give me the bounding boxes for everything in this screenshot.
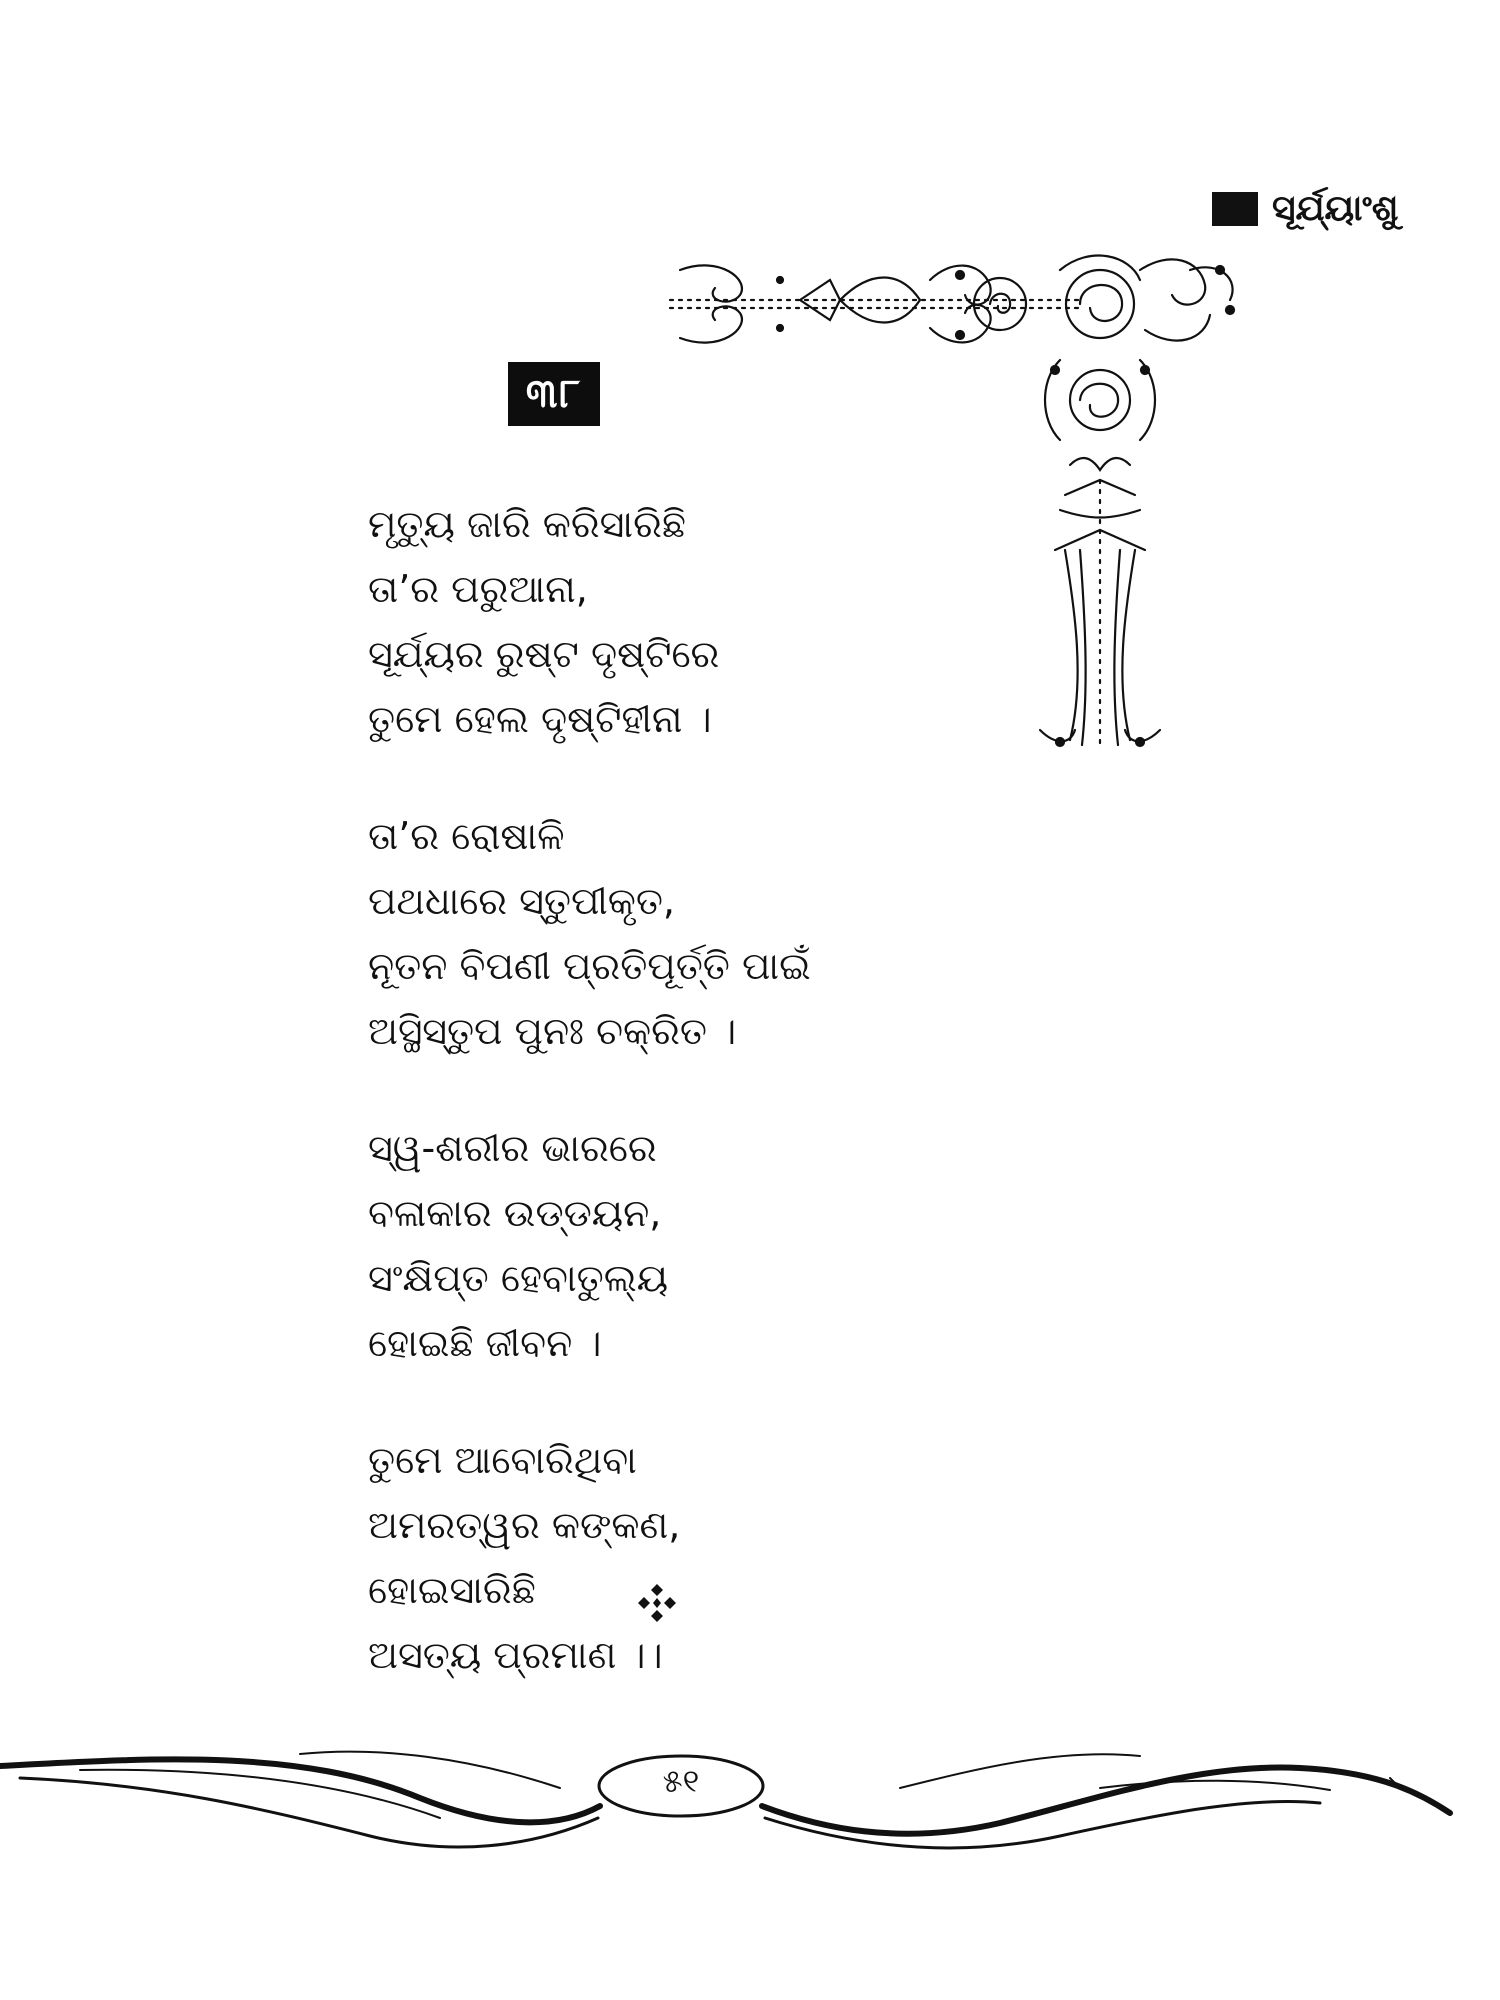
poem-line: ସୂର୍ଯ୍ୟର ରୁଷ୍ଟ ଦୃଷ୍ଟିରେ (368, 632, 720, 676)
poem-line: ଅସତ୍ୟ ପ୍ରମାଣ ।। (368, 1633, 663, 1677)
poem-line: ତା’ର ପରୁଆନା, (368, 567, 588, 611)
page-number: ୫୧ (662, 1762, 700, 1800)
poem-number-badge: ୩୮ (508, 362, 600, 426)
stanza (368, 804, 1068, 1064)
stanza (368, 1428, 1068, 1688)
poem-line: ନୂତନ ବିପଣୀ ପ୍ରତିପୂର୍ତ୍ତି ପାଇଁ (368, 944, 811, 988)
poem-line: ହୋଇସାରିଛି (368, 1568, 536, 1612)
header-square-icon (1212, 192, 1258, 226)
poem-line: ସ୍ୱ-ଶରୀର ଭାରରେ (368, 1126, 657, 1170)
poem-line: ଅସ୍ଥିସ୍ତୁପ ପୁନଃ ଚକ୍ରିତ । (368, 1009, 737, 1053)
poem-line: ମୃତ୍ୟୁ ଜାରି କରିସାରିଛି (368, 502, 686, 546)
poem-line: ତୁମେ ଆବୋରିଥିବା (368, 1438, 637, 1482)
poem-line: ହୋଇଛି ଜୀବନ । (368, 1321, 602, 1365)
poem-line: ପଥଧାରେ ସ୍ତୁପୀକୃତ, (368, 879, 675, 923)
poem-line: ସଂକ୍ଷିପ୍ତ ହେବାତୁଲ୍ୟ (368, 1256, 669, 1300)
book-title: ସୂର୍ଯ୍ୟାଂଶୁ (1272, 188, 1399, 229)
poem-line: ତା’ର ରୋଷାଳି (368, 814, 565, 858)
poem-line: ବଳାକାର ଉଡ୍ଡୟନ, (368, 1191, 662, 1235)
poem-line: ଅମରତ୍ୱର କଙ୍କଣ, (368, 1503, 681, 1547)
poem-line: ତୁମେ ହେଲ ଦୃଷ୍ଟିହୀନା । (368, 697, 712, 741)
stanza (368, 492, 1068, 752)
stanza (368, 1116, 1068, 1376)
running-header (1212, 188, 1399, 230)
swirl-footer-ornament (0, 1718, 1500, 1858)
diamond-cluster-icon (636, 1582, 678, 1624)
poem-body (368, 492, 1068, 1740)
